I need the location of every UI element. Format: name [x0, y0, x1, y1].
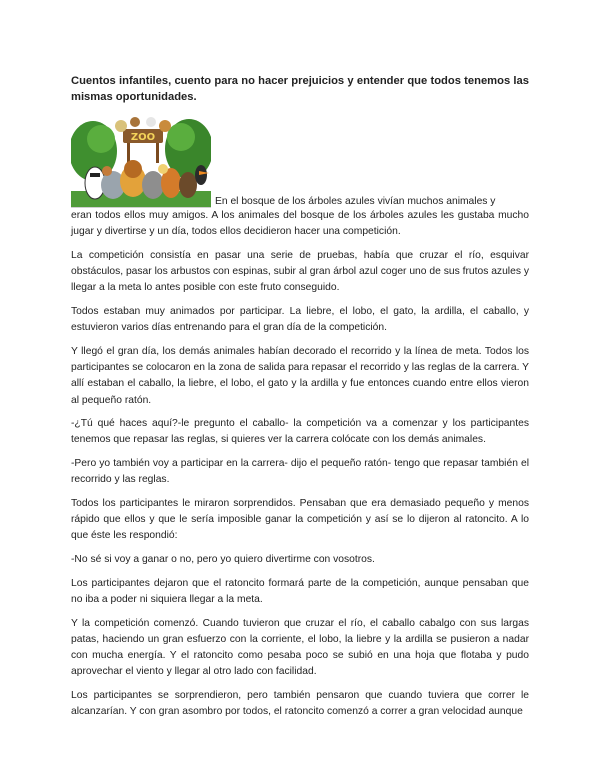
lead-row — [71, 113, 529, 208]
zoo-sign-text: ZOO — [130, 132, 156, 143]
paragraph-7: Todos los participantes le miraron sorprendidos. Pensaban que era demasiado pequeño y menos rápido que ellos y que le sería imposible ganar la competición y así se lo dijeron al ratoncito. A lo que éste les respondió: — [71, 498, 529, 542]
paragraph-6: -Pero yo también voy a participar en la carrera- dijo el pequeño ratón- tengo que repasar también el recorrido y las reglas. — [71, 458, 529, 486]
paragraph-10: Y la competición comenzó. Cuando tuvieron que cruzar el río, el caballo cabalgo con sus largas patas, haciendo un gran esfuerzo con la corriente, el lobo, la liebre y la ardilla se pusieron a nadar con mucha energía. Y el ratoncito como pesaba poco se subió en una hoja que flotaba y pudo aprovechar el viento y llegar al otro lado con facilidad. — [71, 617, 529, 678]
paragraph-5: -¿Tú qué haces aquí?-le pregunto el caballo- la competición va a comenzar y los participantes tenemos que repasar las reglas, si quieres ver la carrera colócate con los demás animales. — [71, 418, 529, 446]
document-title: Cuentos infantiles, cuento para no hacer prejuicios y entender que todos tenemos las mismas oportunidades. — [71, 75, 529, 103]
paragraph-9: Los participantes dejaron que el ratoncito formará parte de la competición, aunque pensaban que no iba a poder ni siquiera llegar a la meta. — [71, 577, 529, 606]
paragraph-11: Los participantes se sorprendieron, pero también pensaron que cuando tuviera que correr le alcanzarían. Y con gran asombro por todos, el ratoncito comenzó a correr a gran velocidad aunque — [71, 690, 529, 718]
lead-text: En el bosque de los árboles azules vivían muchos animales y — [215, 196, 496, 207]
zoo-illustration — [71, 113, 211, 208]
paragraph-2: La competición consistía en pasar una serie de pruebas, había que cruzar el río, esquivar obstáculos, pasar los arbustos con espinas, subir al gran árbol azul coger uno de sus frutos azules y llegar a la meta lo antes posible con este fruto conseguido. — [71, 249, 529, 294]
paragraph-4: Y llegó el gran día, los demás animales habían decorado el recorrido y la línea de meta. Todos los participantes se colocaron en la zona de salida para repasar el recorrido y las reglas de la carrera. Y allí estaban el caballo, la liebre, el lobo, el gato y la ardilla y fue entonces cuando entre ellos vieron al pequeño ratón. — [71, 345, 529, 406]
paragraph-1: eran todos ellos muy amigos. A los animales del bosque de los árboles azules les gustaba mucho jugar y divertirse y un día, todos ellos decidieron hacer una competición. — [71, 210, 529, 238]
paragraph-8: -No sé si voy a ganar o no, pero yo quiero divertirme con vosotros. — [71, 554, 375, 566]
paragraph-3: Todos estaban muy animados por participar. La liebre, el lobo, el gato, la ardilla, el caballo, y estuvieron varios días entrenando para el gran día de la competición. — [71, 306, 529, 334]
